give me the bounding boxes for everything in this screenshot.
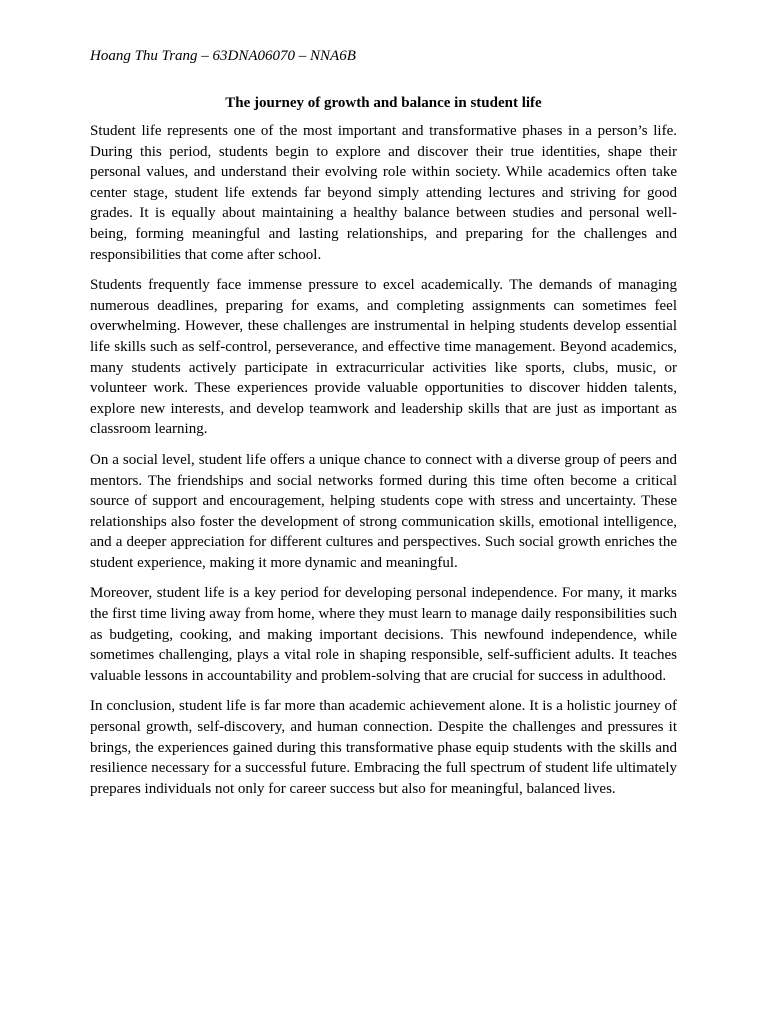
paragraph-academic-pressure: Students frequently face immense pressure to excel academically. The demands of managing numerous deadlines, preparing for exams, and completing assignments can sometimes feel overwhelming. However, these challenges are instrumental in helping students develop essential life skills such as self-control, perseverance, and effective time management. Beyond academics, many students actively participate in extracurricular activities like sports, clubs, music, or volunteer work. These experiences provide valuable opportunities to discover hidden talents, explore new interests, and develop teamwork and leadership skills that are just as important as classroom learning.: [90, 277, 677, 438]
paragraph-conclusion: In conclusion, student life is far more than academic achievement alone. It is a holistic journey of personal growth, self-discovery, and human connection. Despite the challenges and pressures it brings, the experiences gained during this transformative phase equip students with the skills and resilience necessary for a successful future. Embracing the full spectrum of student life ultimately prepares individuals not only for career success but also for meaningful, balanced lives.: [90, 698, 677, 797]
document-page: [90, 46, 677, 809]
author-header: Hoang Thu Trang – 63DNA06070 – NNA6B: [90, 48, 356, 64]
document-title: The journey of growth and balance in student life: [225, 95, 542, 111]
paragraph-independence: Moreover, student life is a key period for developing personal independence. For many, it marks the first time living away from home, where they must learn to manage daily responsibilities such as budgeting, cooking, and making important decisions. This newfound independence, while sometimes challenging, plays a vital role in shaping responsible, self-sufficient adults. It teaches valuable lessons in accountability and problem-solving that are crucial for success in adulthood.: [90, 585, 677, 684]
paragraph-introduction: Student life represents one of the most important and transformative phases in a person’s life. During this period, students begin to explore and discover their true identities, shape their personal values, and understand their evolving role within society. While academics often take center stage, student life extends far beyond simply attending lectures and striving for good grades. It is equally about maintaining a healthy balance between studies and personal well-being, forming meaningful and lasting relationships, and preparing for the challenges and responsibilities that come after school.: [90, 123, 677, 263]
paragraph-social-life: On a social level, student life offers a unique chance to connect with a diverse group of peers and mentors. The friendships and social networks formed during this time often become a critical source of support and encouragement, helping students cope with stress and uncertainty. These relationships also foster the development of strong communication skills, emotional intelligence, and a deeper appreciation for different cultures and perspectives. Such social growth enriches the student experience, making it more dynamic and meaningful.: [90, 451, 677, 571]
